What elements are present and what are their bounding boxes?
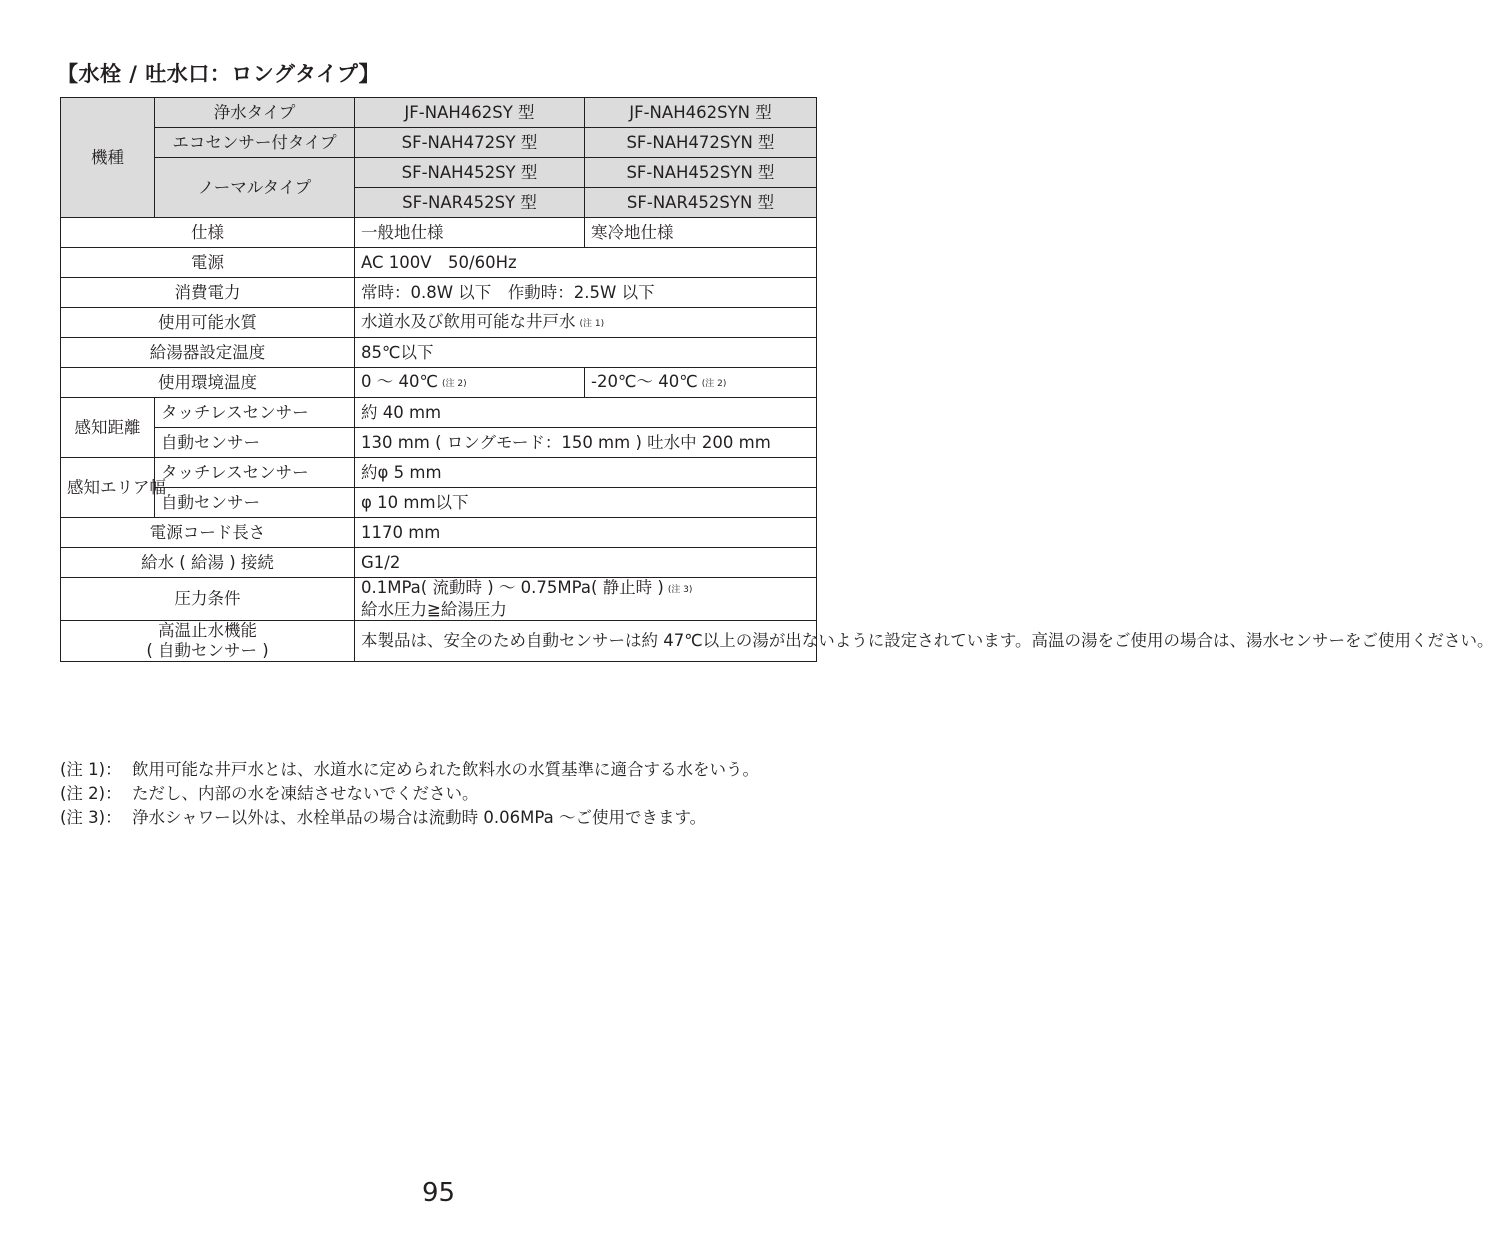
pressure-cell bbox=[355, 578, 817, 621]
auto-sensor-label: 自動センサー bbox=[155, 428, 355, 458]
table-row bbox=[61, 338, 817, 368]
footnote bbox=[60, 782, 820, 806]
env-temp-std-cell bbox=[355, 368, 585, 398]
table-row bbox=[61, 248, 817, 278]
consumption-label: 消費電力 bbox=[61, 278, 355, 308]
power-value: AC 100V 50/60Hz bbox=[355, 248, 817, 278]
hot-stop-label-2: ( 自動センサー ) bbox=[146, 641, 269, 660]
heater-temp-value: 85℃以下 bbox=[355, 338, 817, 368]
auto-area-value: φ 10 mm以下 bbox=[355, 488, 817, 518]
consumption-value: 常時：0.8W 以下 作動時：2.5W 以下 bbox=[355, 278, 817, 308]
spec-table bbox=[60, 97, 1493, 662]
sense-area-label: 感知エリア幅 bbox=[61, 458, 155, 518]
table-row bbox=[61, 458, 817, 488]
table-row bbox=[61, 98, 817, 128]
page-title: 【水栓 / 吐水口：ロングタイプ】 bbox=[57, 62, 381, 86]
pressure-range: 0.1MPa( 流動時 ) ～ 0.75MPa( 静止時 ) bbox=[361, 578, 664, 597]
footnote-label: (注 2)： bbox=[60, 784, 122, 803]
model-type: エコセンサー付タイプ bbox=[155, 128, 355, 158]
model-cold: SF-NAH472SYN 型 bbox=[585, 128, 817, 158]
footnote-text: 浄水シャワー以外は、水栓単品の場合は流動時 0.06MPa ～ご使用できます。 bbox=[132, 808, 707, 827]
touchless-distance-value: 約 40 mm bbox=[355, 398, 817, 428]
table-row bbox=[61, 128, 817, 158]
model-std: SF-NAR452SY 型 bbox=[355, 188, 585, 218]
model-type: 浄水タイプ bbox=[155, 98, 355, 128]
table-row bbox=[61, 488, 817, 518]
table-row bbox=[61, 621, 817, 662]
footnote-label: (注 3)： bbox=[60, 808, 122, 827]
footnote bbox=[60, 806, 820, 830]
water-quality-cell bbox=[355, 308, 817, 338]
table-row bbox=[61, 518, 817, 548]
hot-stop-label-1: 高温止水機能 bbox=[158, 621, 257, 640]
model-cold: SF-NAH452SYN 型 bbox=[585, 158, 817, 188]
table-row bbox=[61, 398, 817, 428]
model-std: SF-NAH472SY 型 bbox=[355, 128, 585, 158]
model-cold: JF-NAH462SYN 型 bbox=[585, 98, 817, 128]
connection-value: G1/2 bbox=[355, 548, 817, 578]
spec-cold: 寒冷地仕様 bbox=[585, 218, 817, 248]
table-row bbox=[61, 308, 817, 338]
pressure-line-1 bbox=[361, 578, 810, 600]
note-ref: (注 2) bbox=[442, 378, 467, 389]
hot-stop-value: 本製品は、安全のため自動センサーは約 47℃以上の湯が出ないように設定されています。高温の湯をご使用の場合は、湯水センサーをご使用ください。 bbox=[355, 621, 817, 662]
touchless-sensor-label: タッチレスセンサー bbox=[155, 458, 355, 488]
model-std: JF-NAH462SY 型 bbox=[355, 98, 585, 128]
page-number: 95 bbox=[421, 1178, 456, 1208]
note-ref: (注 3) bbox=[667, 585, 693, 595]
touchless-area-value: 約φ 5 mm bbox=[355, 458, 817, 488]
env-temp-label: 使用環境温度 bbox=[61, 368, 355, 398]
table-row bbox=[61, 278, 817, 308]
heater-temp-label: 給湯器設定温度 bbox=[61, 338, 355, 368]
table-row bbox=[61, 158, 817, 188]
sense-distance-label: 感知距離 bbox=[61, 398, 155, 458]
model-type: ノーマルタイプ bbox=[155, 158, 355, 218]
note-ref: (注 2) bbox=[701, 378, 727, 389]
note-ref: (注 1) bbox=[579, 318, 605, 329]
table-row bbox=[61, 218, 817, 248]
footnote-label: (注 1)： bbox=[60, 760, 122, 779]
footnote-text: ただし、内部の水を凍結させないでください。 bbox=[132, 784, 479, 803]
auto-distance-value: 130 mm ( ロングモード：150 mm ) 吐水中 200 mm bbox=[355, 428, 817, 458]
auto-sensor-label: 自動センサー bbox=[155, 488, 355, 518]
footnote bbox=[60, 758, 820, 782]
table-row bbox=[61, 428, 817, 458]
cord-label: 電源コード長さ bbox=[61, 518, 355, 548]
cord-value: 1170 mm bbox=[355, 518, 817, 548]
model-label: 機種 bbox=[61, 98, 155, 218]
footnotes bbox=[60, 758, 820, 830]
env-temp-cold: -20℃～ 40℃ bbox=[591, 371, 698, 391]
table-row bbox=[61, 368, 817, 398]
footnote-text: 飲用可能な井戸水とは、水道水に定められた飲料水の水質基準に適合する水をいう。 bbox=[132, 760, 759, 779]
hot-stop-label bbox=[61, 621, 355, 662]
table-row bbox=[61, 548, 817, 578]
spec-std: 一般地仕様 bbox=[355, 218, 585, 248]
pressure-label: 圧力条件 bbox=[61, 578, 355, 621]
model-std: SF-NAH452SY 型 bbox=[355, 158, 585, 188]
model-cold: SF-NAR452SYN 型 bbox=[585, 188, 817, 218]
power-label: 電源 bbox=[61, 248, 355, 278]
connection-label: 給水 ( 給湯 ) 接続 bbox=[61, 548, 355, 578]
env-temp-cold-cell bbox=[585, 368, 817, 398]
water-quality-value: 水道水及び飲用可能な井戸水 bbox=[361, 311, 576, 331]
pressure-line-2: 給水圧力≧給湯圧力 bbox=[361, 600, 507, 619]
water-quality-label: 使用可能水質 bbox=[61, 308, 355, 338]
spec-label: 仕様 bbox=[61, 218, 355, 248]
env-temp-std: 0 ～ 40℃ bbox=[361, 371, 439, 391]
table-row bbox=[61, 578, 817, 621]
touchless-sensor-label: タッチレスセンサー bbox=[155, 398, 355, 428]
